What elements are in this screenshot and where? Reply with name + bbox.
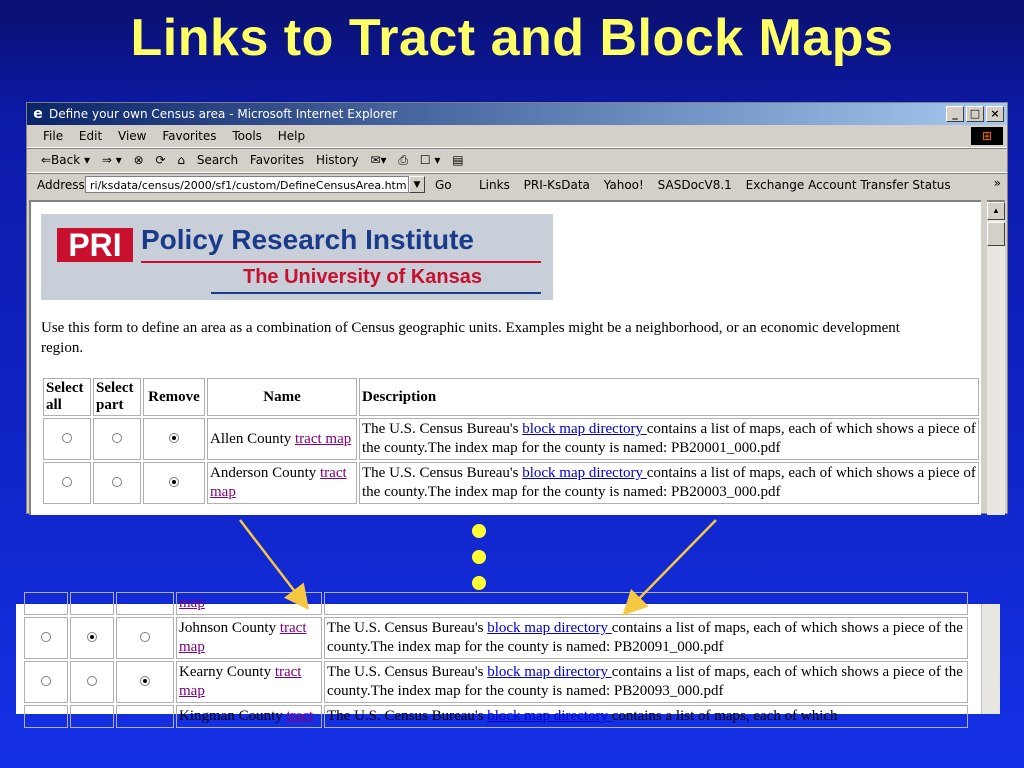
pri-logo: PRI bbox=[57, 228, 133, 262]
header-select-all: Select all bbox=[43, 378, 91, 416]
county-name: Allen County bbox=[210, 430, 295, 447]
back-button[interactable]: ⇐Back ▾ bbox=[41, 153, 91, 167]
favorites-button[interactable]: Favorites bbox=[249, 153, 305, 167]
stop-icon[interactable]: ⊗ bbox=[133, 153, 144, 167]
tract-map-link[interactable]: tract map bbox=[179, 620, 307, 655]
description-prefix: The U.S. Census Bureau's bbox=[362, 465, 523, 481]
search-button[interactable]: Search bbox=[196, 153, 239, 167]
print-icon[interactable]: ⎙ bbox=[398, 153, 408, 167]
go-button[interactable]: Go bbox=[435, 178, 452, 192]
maximize-button[interactable]: □ bbox=[966, 106, 984, 122]
block-map-directory-link[interactable]: block map directory bbox=[522, 465, 647, 481]
description-text: contains a list of maps, each of which bbox=[611, 708, 838, 724]
block-map-directory-link[interactable]: block map directory bbox=[522, 421, 647, 437]
edit-icon[interactable]: ☐ ▾ bbox=[419, 153, 441, 167]
block-map-directory-link[interactable]: block map directory bbox=[487, 620, 612, 636]
discuss-icon[interactable]: ▤ bbox=[452, 153, 464, 167]
description-text: contains a list of maps, each of which shows a piece of the county.The index map for the county is named: PB20091_000.pdf bbox=[327, 620, 963, 655]
address-label: Address bbox=[37, 178, 85, 192]
menu-edit[interactable]: Edit bbox=[78, 129, 103, 143]
arrow-to-tract-map bbox=[240, 520, 306, 606]
description-prefix: The U.S. Census Bureau's bbox=[327, 708, 488, 724]
close-button[interactable]: × bbox=[986, 106, 1004, 122]
intro-text: Use this form to define an area as a combination of Census geographic units. Examples might be a neighborhood, or an economic development region. bbox=[41, 320, 900, 356]
link-exchange[interactable]: Exchange Account Transfer Status bbox=[745, 178, 951, 192]
menu-file[interactable]: File bbox=[43, 129, 64, 143]
windows-logo-icon: ⊞ bbox=[971, 127, 1003, 145]
description-text: contains a list of maps, each of which shows a piece of the county.The index map for the county is named: PB20003_000.pdf bbox=[362, 465, 976, 500]
description-prefix: The U.S. Census Bureau's bbox=[362, 421, 523, 437]
tract-map-link[interactable]: tract map bbox=[210, 465, 347, 500]
header-description: Description bbox=[359, 378, 979, 416]
tract-map-link[interactable]: tract bbox=[286, 708, 314, 724]
menu-help[interactable]: Help bbox=[277, 129, 306, 143]
home-icon[interactable]: ⌂ bbox=[177, 153, 185, 167]
tract-map-link[interactable]: tract map bbox=[179, 664, 302, 699]
county-name: Kingman County bbox=[179, 708, 287, 724]
county-name: Kearny County bbox=[179, 664, 275, 680]
description-text: contains a list of maps, each of which shows a piece of the county.The index map for the county is named: PB20093_000.pdf bbox=[327, 664, 963, 699]
block-map-directory-link[interactable]: block map directory bbox=[487, 708, 612, 724]
menu-favorites[interactable]: Favorites bbox=[162, 129, 217, 143]
window-title: Define your own Census area - Microsoft Internet Explorer bbox=[49, 107, 398, 121]
refresh-icon[interactable]: ⟳ bbox=[155, 153, 166, 167]
forward-button[interactable]: ⇒ ▾ bbox=[101, 153, 122, 167]
link-sasdoc[interactable]: SASDocV8.1 bbox=[657, 178, 732, 192]
header-remove: Remove bbox=[143, 378, 205, 416]
header-select-part: Select part bbox=[93, 378, 141, 416]
description-text: contains a list of maps, each of which shows a piece of the county.The index map for the county is named: PB20001_000.pdf bbox=[362, 421, 976, 456]
minimize-button[interactable]: _ bbox=[946, 106, 964, 122]
arrow-to-block-map-directory bbox=[626, 520, 716, 612]
ie-logo-icon: e bbox=[33, 106, 43, 122]
menu-tools[interactable]: Tools bbox=[232, 129, 262, 143]
description-prefix: The U.S. Census Bureau's bbox=[327, 664, 488, 680]
links-label: Links bbox=[479, 178, 510, 192]
link-yahoo[interactable]: Yahoo! bbox=[603, 178, 644, 192]
menu-view[interactable]: View bbox=[118, 129, 147, 143]
county-name: Anderson County bbox=[210, 465, 320, 481]
links-chevron-icon[interactable]: » bbox=[993, 176, 1001, 190]
county-name: Johnson County bbox=[179, 620, 280, 636]
link-pri-ksdata[interactable]: PRI-KsData bbox=[523, 178, 590, 192]
tract-map-link[interactable]: tract map bbox=[295, 430, 352, 447]
slide-title: Links to Tract and Block Maps bbox=[130, 9, 894, 67]
mail-icon[interactable]: ✉▾ bbox=[370, 153, 387, 167]
description-prefix: The U.S. Census Bureau's bbox=[327, 620, 488, 636]
header-name: Name bbox=[207, 378, 357, 416]
address-dropdown-icon[interactable]: ▼ bbox=[409, 176, 425, 193]
block-map-directory-link[interactable]: block map directory bbox=[487, 664, 612, 680]
tract-map-link[interactable]: map bbox=[179, 595, 205, 611]
scroll-up-icon[interactable]: ▲ bbox=[987, 202, 1005, 220]
institute-name: Policy Research Institute bbox=[141, 224, 475, 255]
history-button[interactable]: History bbox=[315, 153, 359, 167]
university-name: The University of Kansas bbox=[243, 266, 482, 288]
address-input[interactable]: ri/ksdata/census/2000/sf1/custom/DefineCensusArea.htm bbox=[85, 176, 409, 193]
